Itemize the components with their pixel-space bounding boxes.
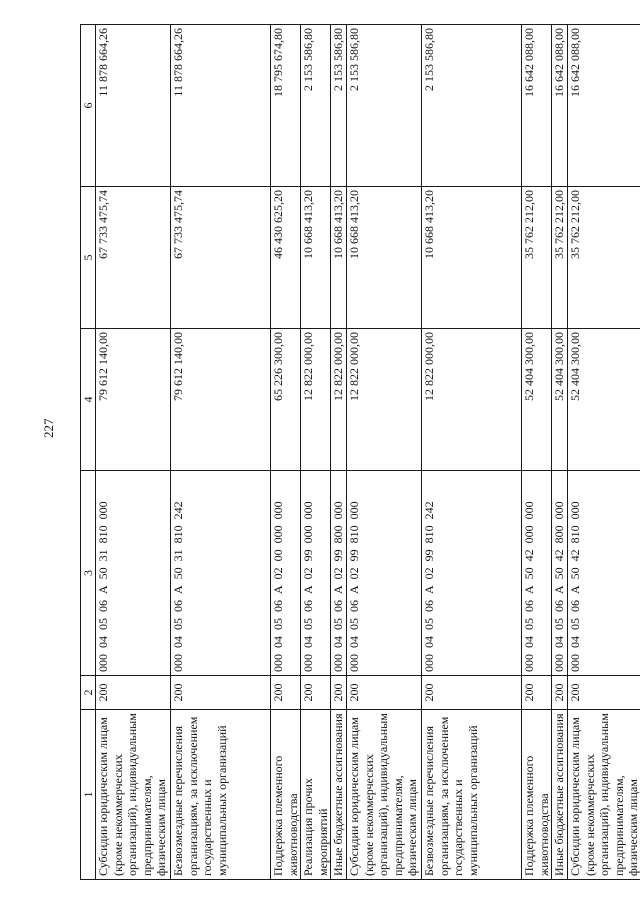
row-classification-code: 000 04 05 06 А 02 00 000 000 <box>271 471 301 676</box>
row-value-col-5: 10 668 413,20 <box>331 187 347 329</box>
row-value-col-5: 35 762 212,00 <box>568 187 640 329</box>
row-admin-code: 200 <box>171 676 271 710</box>
table-row <box>552 25 568 880</box>
row-value-col-4: 12 822 000,00 <box>347 329 422 471</box>
table-row <box>422 25 522 880</box>
table-row <box>331 25 347 880</box>
row-value-col-5: 35 762 212,00 <box>522 187 552 329</box>
table-row <box>347 25 422 880</box>
row-name: Субсидии юридическим лицам (кроме некоммерческих организаций), индивидуальным предпринимателям, физическим лицам <box>347 710 422 880</box>
row-admin-code: 200 <box>301 676 331 710</box>
row-value-col-6: 11 878 664,26 <box>96 25 171 187</box>
row-admin-code: 200 <box>522 676 552 710</box>
row-name: Субсидии юридическим лицам (кроме некоммерческих организаций), индивидуальным предпринимателям, физическим лицам <box>568 710 640 880</box>
row-value-col-6: 2 153 586,80 <box>301 25 331 187</box>
row-value-col-6: 16 642 088,00 <box>522 25 552 187</box>
row-value-col-6: 11 878 664,26 <box>171 25 271 187</box>
row-value-col-5: 10 668 413,20 <box>422 187 522 329</box>
header-col-1: 1 <box>81 710 96 880</box>
page-number: 227 <box>41 418 56 438</box>
row-name: Субсидии юридическим лицам (кроме некоммерческих организаций), индивидуальным предпринимателям, физическим лицам <box>96 710 171 880</box>
row-classification-code: 000 04 05 06 А 02 99 800 000 <box>331 471 347 676</box>
row-value-col-4: 12 822 000,00 <box>331 329 347 471</box>
row-classification-code: 000 04 05 06 А 02 99 810 000 <box>347 471 422 676</box>
row-value-col-4: 79 612 140,00 <box>96 329 171 471</box>
row-value-col-6: 2 153 586,80 <box>422 25 522 187</box>
row-admin-code: 200 <box>422 676 522 710</box>
rotated-table-wrapper <box>80 25 640 880</box>
row-value-col-5: 46 430 625,20 <box>271 187 301 329</box>
row-classification-code: 000 04 05 06 А 50 42 800 000 <box>552 471 568 676</box>
row-value-col-6: 16 642 088,00 <box>552 25 568 187</box>
row-value-col-6: 16 642 088,00 <box>568 25 640 187</box>
row-classification-code: 000 04 05 06 А 50 42 000 000 <box>522 471 552 676</box>
header-col-4: 4 <box>81 329 96 471</box>
row-value-col-4: 52 404 300,00 <box>552 329 568 471</box>
row-name: Безвозмездные перечисления организациям, за исключением государственных и муниципальных организаций <box>422 710 522 880</box>
row-value-col-6: 18 795 674,80 <box>271 25 301 187</box>
row-classification-code: 000 04 05 06 А 50 42 810 000 <box>568 471 640 676</box>
table-row <box>301 25 331 880</box>
row-value-col-4: 52 404 300,00 <box>522 329 552 471</box>
row-value-col-5: 35 762 212,00 <box>552 187 568 329</box>
row-name: Реализация прочих мероприятий <box>301 710 331 880</box>
table-row <box>96 25 171 880</box>
row-value-col-5: 67 733 475,74 <box>171 187 271 329</box>
header-col-5: 5 <box>81 187 96 329</box>
row-admin-code: 200 <box>347 676 422 710</box>
header-row <box>81 25 96 880</box>
header-col-6: 6 <box>81 25 96 187</box>
table-row <box>171 25 271 880</box>
table-row <box>271 25 301 880</box>
row-admin-code: 200 <box>552 676 568 710</box>
row-name: Иные бюджетные ассигнования <box>552 710 568 880</box>
row-name: Поддержка племенного животноводства <box>271 710 301 880</box>
row-classification-code: 000 04 05 06 А 02 99 000 000 <box>301 471 331 676</box>
row-admin-code: 200 <box>271 676 301 710</box>
row-value-col-4: 12 822 000,00 <box>301 329 331 471</box>
row-name: Безвозмездные перечисления организациям, за исключением государственных и муниципальных организаций <box>171 710 271 880</box>
row-classification-code: 000 04 05 06 А 50 31 810 000 <box>96 471 171 676</box>
row-value-col-5: 10 668 413,20 <box>301 187 331 329</box>
row-value-col-6: 2 153 586,80 <box>347 25 422 187</box>
table-row <box>568 25 640 880</box>
table-row <box>522 25 552 880</box>
row-classification-code: 000 04 05 06 А 50 31 810 242 <box>171 471 271 676</box>
budget-table <box>80 24 640 880</box>
header-col-3: 3 <box>81 471 96 676</box>
row-admin-code: 200 <box>96 676 171 710</box>
row-name: Поддержка племенного животноводства <box>522 710 552 880</box>
row-value-col-5: 67 733 475,74 <box>96 187 171 329</box>
row-admin-code: 200 <box>331 676 347 710</box>
row-value-col-4: 79 612 140,00 <box>171 329 271 471</box>
row-value-col-4: 12 822 000,00 <box>422 329 522 471</box>
row-classification-code: 000 04 05 06 А 02 99 810 242 <box>422 471 522 676</box>
row-value-col-4: 65 226 300,00 <box>271 329 301 471</box>
row-value-col-5: 10 668 413,20 <box>347 187 422 329</box>
header-col-2: 2 <box>81 676 96 710</box>
row-name: Иные бюджетные ассигнования <box>331 710 347 880</box>
row-value-col-4: 52 404 300,00 <box>568 329 640 471</box>
row-admin-code: 200 <box>568 676 640 710</box>
row-value-col-6: 2 153 586,80 <box>331 25 347 187</box>
